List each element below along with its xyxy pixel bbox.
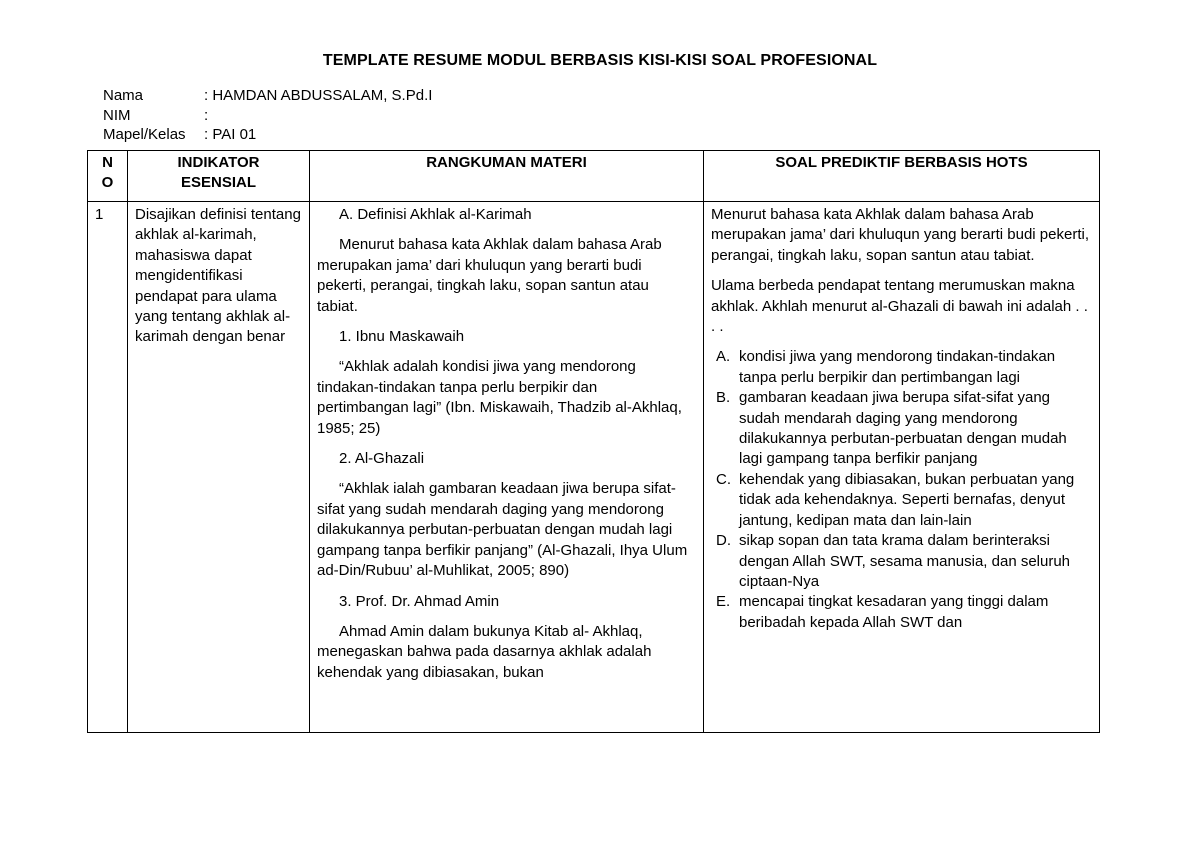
option-item: A. kondisi jiwa yang mendorong tindakan-tindakan tanpa perlu berpikir dan pertimbangan lagi bbox=[716, 348, 1056, 386]
cell-no: 1 bbox=[88, 202, 128, 733]
name-value: : HAMDAN ABDUSSALAM, S.Pd.I bbox=[204, 87, 433, 104]
table-row bbox=[88, 202, 1100, 733]
document-title: TEMPLATE RESUME MODUL BERBASIS KISI-KISI SOAL PROFESIONAL bbox=[322, 52, 878, 69]
name-label: Nama bbox=[103, 87, 144, 104]
identity-name-row bbox=[103, 86, 432, 106]
rangkuman-paragraph: Ahmad Amin dalam bukunya Kitab al- Akhlaq, menegaskan bahwa pada dasarnya akhlak adalah kehendak yang dibiasakan, bukan bbox=[317, 622, 652, 681]
soal-question: Ulama berbeda pendapat tentang merumuskan makna akhlak. Akhlah menurut al-Ghazali di bawah ini adalah . . . . bbox=[711, 277, 1088, 336]
identity-block bbox=[103, 86, 432, 145]
soal-options bbox=[711, 347, 1091, 633]
option-item: E. mencapai tingkat kesadaran yang tinggi dalam beribadah kepada Allah SWT dan bbox=[716, 593, 1049, 631]
option-item: C. kehendak yang dibiasakan, bukan perbuatan yang tidak ada kehendaknya. Seperti bernafas, denyut jantung, kedipan mata dan lain-lain bbox=[716, 470, 1075, 529]
option-item: D. sikap sopan dan tata krama dalam berinteraksi dengan Allah SWT, sesama manusia, dan seluruh ciptaan-Nya bbox=[716, 532, 1071, 590]
resume-table bbox=[87, 150, 1100, 733]
rangkuman-heading: A. Definisi Akhlak al-Karimah bbox=[339, 206, 532, 223]
identity-nim-row bbox=[103, 106, 432, 126]
cell-soal bbox=[704, 202, 1100, 733]
cell-indikator bbox=[128, 202, 310, 733]
rangkuman-quote: “Akhlak ialah gambaran keadaan jiwa berupa sifat-sifat yang sudah mendarah daging yang mendorong dilakukannya perbutan-perbuatan dengan mudah lagi gampang tanpa berfikir panjang” (Al-Ghazali, Ihya Ulum ad-Din/Rubuu’ al-Muhlikat, 2005; 890) bbox=[317, 480, 688, 580]
header-soal: SOAL PREDIKTIF BERBASIS HOTS bbox=[704, 151, 1100, 202]
header-rangkuman: RANGKUMAN MATERI bbox=[310, 151, 704, 202]
rangkuman-subheading: 2. Al-Ghazali bbox=[339, 450, 425, 468]
cell-rangkuman bbox=[310, 202, 704, 733]
rangkuman-paragraph: Menurut bahasa kata Akhlak dalam bahasa Arab merupakan jama’ dari khuluqun yang berarti budi pekerti, perangai, tingkah laku, sopan santun atau tabiat. bbox=[317, 236, 662, 315]
rangkuman-quote: “Akhlak adalah kondisi jiwa yang mendorong tindakan-tindakan tanpa perlu berpikir dan pertimbangan lagi” (Ibn. Miskawaih, Thadzib al-Akhlaq, 1985; 25) bbox=[317, 358, 682, 437]
header-no: N O bbox=[88, 151, 128, 202]
nim-value: : bbox=[204, 106, 209, 124]
mapel-label: Mapel/Kelas bbox=[103, 126, 186, 143]
mapel-value: : PAI 01 bbox=[204, 126, 257, 143]
indikator-text: Disajikan definisi tentang akhlak al-karimah, mahasiswa dapat mengidentifikasi pendapat para ulama yang tentang akhlak al-karimah dengan benar bbox=[135, 206, 301, 346]
rangkuman-subheading: 1. Ibnu Maskawaih bbox=[339, 328, 465, 346]
soal-paragraph: Menurut bahasa kata Akhlak dalam bahasa Arab merupakan jama’ dari khuluqun yang berarti budi pekerti, perangai, tingkah laku, sopan santun atau tabiat. bbox=[711, 206, 1089, 264]
nim-label: NIM bbox=[103, 106, 131, 124]
option-item: B. gambaran keadaan jiwa berupa sifat-sifat yang sudah mendarah daging yang mendorong dilakukannya perbutan-perbuatan dengan mudah lagi gampang tanpa berfikir panjang bbox=[716, 389, 1067, 468]
rangkuman-subheading: 3. Prof. Dr. Ahmad Amin bbox=[339, 592, 500, 610]
table-header-row bbox=[88, 151, 1100, 202]
identity-mapel-row bbox=[103, 125, 432, 145]
header-indikator: INDIKATOR ESENSIAL bbox=[128, 151, 310, 202]
